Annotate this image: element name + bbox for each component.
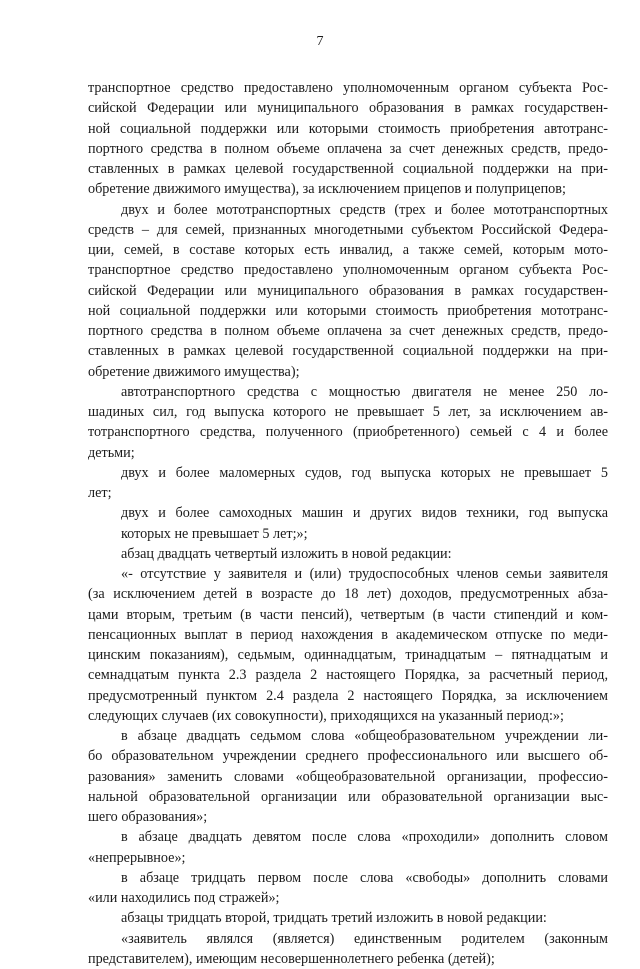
text-line: сийской Федерации или муниципального образования в рамках государствен- [88,282,608,299]
text-line: цами вторым, третьим (в части пенсий), четвертым (в части стипендий и ком- [88,606,608,623]
text-line: (за исключением детей в возрасте до 18 лет) доходов, предусмотренных абза- [88,586,608,603]
text-line: сийской Федерации или муниципального образования в рамках государствен- [88,100,608,117]
text-line: «или находились под стражей»; [88,890,280,906]
text-line: бо образовательном учреждении среднего профессионального или высшего об- [88,748,608,765]
page-number: 7 [316,34,324,49]
text-line: автотранспортного средства с мощностью двигателя не менее 250 ло- [121,383,608,400]
text-line: «- отсутствие у заявителя и (или) трудоспособных членов семьи заявителя [121,566,608,582]
text-line: нальной образовательной организации или образовательной организации выс- [88,788,608,805]
text-line: обретение движимого имущества), за исключением прицепов и полуприцепов; [88,181,566,198]
text-line: ной социальной поддержки или которыми стоимость приобретения автотранс- [88,120,608,137]
text-line: в абзаце двадцать девятом после слова «проходили» дополнить словом [121,829,608,846]
text-line: предусмотренный пунктом 2.4 раздела 2 настоящего Порядка, за исключением [88,687,608,704]
text-line: пенсационных выплат в период нахождения в академическом отпуске по меди- [88,626,608,643]
text-line: портного средства в полном объеме оплачена за счет денежных средств, предо- [88,140,608,157]
text-line: семнадцатым пункта 2.3 раздела 2 настоящего Порядка, за расчетный период, [88,667,608,684]
text-line: двух и более мототранспортных средств (трех и более мототранспортных [121,201,608,218]
text-line: абзацы тридцать второй, тридцать третий изложить в новой редакции: [121,910,547,927]
text-line: которых не превышает 5 лет;»; [121,525,308,542]
text-line: разования» заменить словами «общеобразовательной организации, профессио- [88,768,608,785]
text-line: ставленных в рамках целевой государственной социальной поддержки на при- [88,161,608,177]
text-line: шадиных сил, год выпуска которого не превышает 5 лет, за исключением ав- [88,404,608,420]
text-line: транспортное средство предоставлено уполномоченным органом субъекта Рос- [88,80,608,96]
text-line: шего образования»; [88,809,208,825]
text-line: транспортное средство предоставлено уполномоченным органом субъекта Рос- [88,262,608,279]
text-line: абзац двадцать четвертый изложить в новой редакции: [121,545,452,562]
text-line: портного средства в полном объеме оплачена за счет денежных средств, предо- [88,323,608,339]
text-line: следующих случаев (их совокупности), приходящихся на указанный период:»; [88,707,564,724]
text-line: «заявитель являлся (является) единственным родителем (законным [121,930,608,947]
text-line: двух и более самоходных машин и других видов техники, год выпуска [121,505,608,522]
text-line: в абзаце тридцать первом после слова «свободы» дополнить словами [121,869,608,886]
text-line: двух и более маломерных судов, год выпуска которых не превышает 5 [121,464,608,481]
text-line: лет; [88,485,112,501]
text-line: ции, семей, в составе которых есть инвалид, а также семей, которым мото- [88,242,608,258]
text-line: «непрерывное»; [88,849,186,866]
text-line: в абзаце двадцать седьмом слова «общеобразовательном учреждении ли- [121,728,608,744]
text-line: тотранспортного средства, полученного (приобретенного) семьей с 4 и более [88,424,608,441]
text-line: представителем), имеющим несовершеннолетнего ребенка (детей); [88,950,495,967]
text-line: средств – для семей, признанных многодетными субъектом Российской Федера- [88,221,608,238]
text-line: цинским показаниям), седьмым, одиннадцатым, тринадцатым – пятнадцатым и [88,647,608,663]
text-line: детьми; [88,444,135,461]
text-line: ной социальной поддержки или которыми стоимость приобретения мототранс- [88,302,608,319]
text-line: обретение движимого имущества); [88,363,300,380]
text-line: ставленных в рамках целевой государственной социальной поддержки на при- [88,343,608,360]
